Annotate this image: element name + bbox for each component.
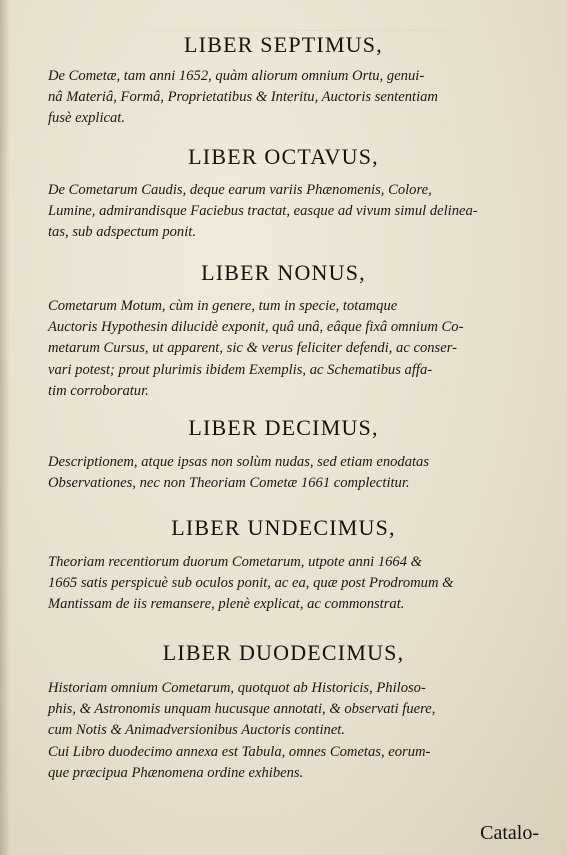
section-text-septimus [48, 66, 538, 130]
text-line: metarum Cursus, ut apparent, sic & verus feliciter defendi, ac conser- [48, 340, 457, 357]
section-heading-nonus: LIBER NONUS, [201, 260, 366, 285]
text-line: 1665 satis perspicuè sub oculos ponit, ac ea, quæ post Prodromum & [48, 575, 454, 592]
text-line: Lumine, admirandisque Faciebus tractat, easque ad vivum simul delinea- [48, 203, 478, 220]
text-line: phis, & Astronomis unquam hucusque annotati, & observati fuere, [48, 701, 436, 718]
text-line: Mantissam de iis remansere, plenè explicat, ac commonstrat. [48, 596, 405, 613]
text-line: Theoriam recentiorum duorum Cometarum, utpote anni 1664 & [48, 554, 423, 570]
text-line: De Cometarum Caudis, deque earum variis Phænomenis, Colore, [48, 182, 432, 198]
text-line: Cui Libro duodecimo annexa est Tabula, omnes Cometas, eorum- [48, 743, 431, 760]
section-heading-undecimus: LIBER UNDECIMUS, [171, 515, 396, 540]
text-line: Historiam omnium Cometarum, quotquot ab Historicis, Philoso- [48, 680, 426, 696]
text-line: De Cometæ, tam anni 1652, quàm aliorum omnium Ortu, genui- [48, 68, 425, 84]
text-line: Observationes, nec non Theoriam Cometæ 1661 complectitur. [48, 475, 410, 492]
section-text-duodecimus [48, 678, 538, 784]
text-line: Descriptionem, atque ipsas non solùm nudas, sed etiam enodatas [48, 454, 430, 470]
section-heading-octavus: LIBER OCTAVUS, [188, 144, 379, 169]
text-line: Auctoris Hypothesin dilucidè exponit, quâ unâ, eâque fixâ omnium Co- [48, 319, 464, 336]
catchword: Catalo- [480, 822, 539, 844]
section-text-nonus [48, 296, 538, 402]
text-line: nâ Materiâ, Formâ, Proprietatibus & Interitu, Auctoris sententiam [48, 89, 438, 106]
text-line: fusè explicat. [48, 110, 125, 127]
section-text-decimus [48, 452, 538, 494]
text-line: vari potest; prout plurimis ibidem Exemplis, ac Schematibus affa- [48, 361, 433, 378]
text-line: Cometarum Motum, cùm in genere, tum in specie, totamque [48, 298, 398, 314]
section-heading-duodecimus: LIBER DUODECIMUS, [162, 640, 405, 665]
section-heading-septimus: LIBER SEPTIMUS, [184, 32, 383, 57]
text-line: tas, sub adspectum ponit. [48, 224, 196, 241]
section-heading-decimus: LIBER DECIMUS, [188, 415, 379, 440]
text-line: cum Notis & Animadversionibus Auctoris continet. [48, 722, 345, 739]
section-text-undecimus [48, 552, 538, 616]
text-line: que præcipua Phænomena ordine exhibens. [48, 764, 304, 781]
text-line: tim corroboratur. [48, 382, 149, 399]
section-text-octavus [48, 180, 538, 244]
